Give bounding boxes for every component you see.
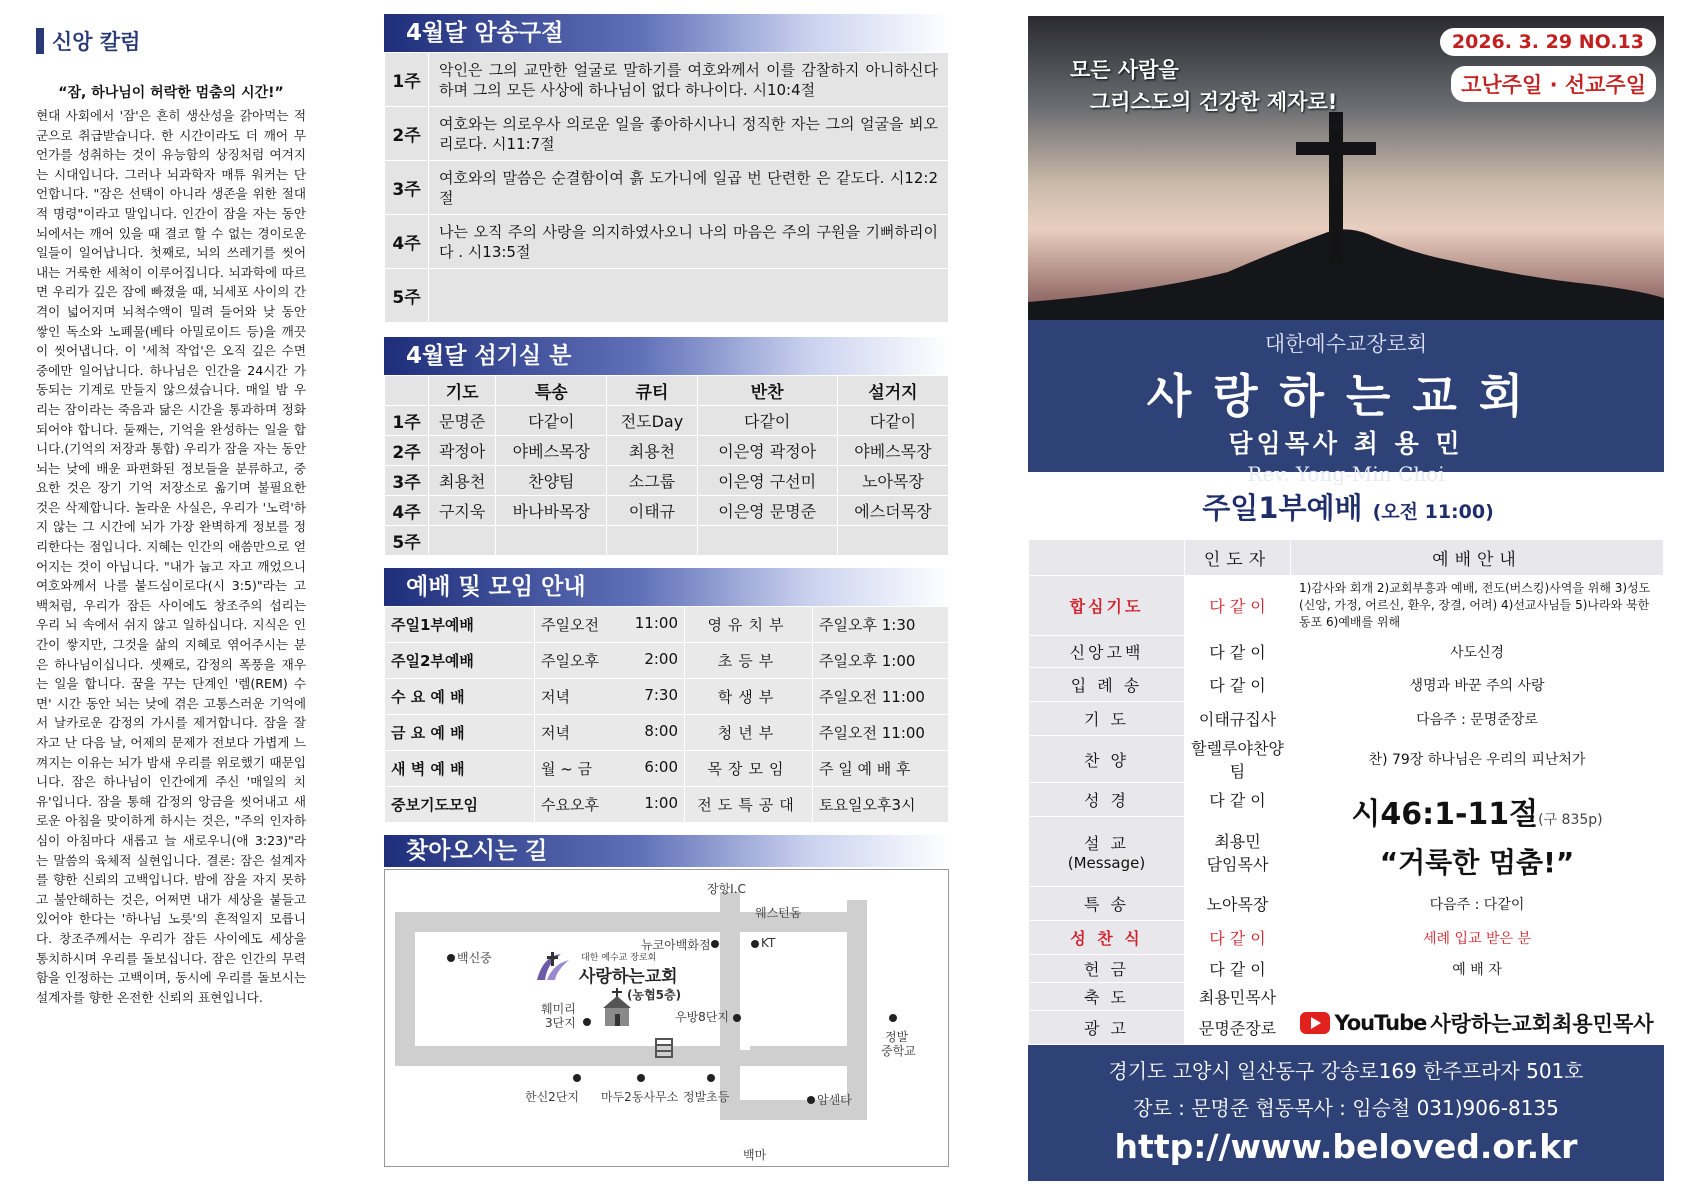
servers-cell: [837, 526, 948, 556]
servers-cell: 다같이: [697, 406, 837, 436]
worship-item-label: [1029, 668, 1185, 702]
service-row: [385, 679, 949, 715]
map-dot: [573, 1074, 581, 1082]
map-label: 백마: [743, 1148, 767, 1162]
map-label: 장항I.C: [707, 882, 746, 896]
department-name: 전도특공대: [685, 787, 813, 823]
worship-item-leader: [1185, 783, 1291, 817]
servers-cell: 이은영 구선미: [697, 466, 837, 496]
service-when: [535, 751, 685, 787]
service-row: [385, 787, 949, 823]
verse-row: [385, 161, 949, 215]
map-label: 웨스턴돔: [755, 906, 802, 920]
servers-row: [385, 436, 949, 466]
map-dot: [447, 954, 455, 962]
worship-leader-text: 다 같 이: [1209, 597, 1266, 616]
worship-order-row: [1029, 702, 1664, 736]
servers-week: 4주: [385, 496, 429, 526]
worship-item-label: [1029, 887, 1185, 921]
sermon-title: “거룩한 멈춤!”: [1379, 846, 1575, 879]
prayer-topics: 1)감사와 회개 2)교회부흥과 예배, 전도(버스킹)사역을 위해 3)성도(신앙, 가정, 어르신, 환우, 장결, 어려) 4)선교사님들 5)나라와 북한동포 6)예배를 위해: [1299, 581, 1651, 629]
church-name: 사랑하는교회: [1146, 369, 1546, 423]
worship-info-text: 세례 입교 받은 분: [1422, 930, 1532, 947]
faith-column-title: 신앙 칼럼: [52, 30, 141, 54]
worship-item-label-text: 찬 양: [1084, 750, 1129, 770]
worship-order-row: [1029, 983, 1664, 1011]
servers-heading: 4월달 섬기실 분: [384, 337, 949, 375]
map-road: [720, 892, 740, 1112]
heading-bar-icon: [36, 28, 44, 54]
worship-item-leader: [1185, 576, 1291, 636]
servers-cell: [496, 526, 607, 556]
department-name: 목장모임: [685, 751, 813, 787]
department-when: 주일오후 1:00: [813, 643, 949, 679]
worship-leader-text: 이태규집사: [1198, 710, 1277, 729]
map-label: 암센타: [817, 1093, 852, 1107]
worship-order-row: [1029, 668, 1664, 702]
map-label: 중학교: [881, 1044, 916, 1058]
servers-cell: 전도Day: [607, 406, 697, 436]
servers-cell: 바나바목장: [496, 496, 607, 526]
church-contact: 장로 : 문명준 협동목사 : 임승철 031)906-8135: [1133, 1096, 1559, 1120]
worship-item-info: [1291, 576, 1664, 636]
servers-cell: [429, 526, 496, 556]
department-when: 주일오전 11:00: [813, 715, 949, 751]
worship-item-leader: [1185, 668, 1291, 702]
servers-cell: 이태규: [607, 496, 697, 526]
servers-cell: 야베스목장: [837, 436, 948, 466]
map-label: 정발: [885, 1030, 909, 1044]
worship-info-text: 생명과 바꾼 주의 사랑: [1409, 677, 1545, 694]
worship-title: [1028, 486, 1668, 527]
worship-leader-text: 할렐루야찬양팀: [1191, 739, 1284, 781]
servers-row: [385, 526, 949, 556]
map-dot: [807, 1096, 815, 1104]
worship-info-text: 찬) 79장 하나님은 우리의 피난처가: [1368, 752, 1586, 768]
servers-column-header: 기도: [429, 376, 496, 406]
servers-column-header: 특송: [496, 376, 607, 406]
map-church-sub: 대한 예수교 장로회: [581, 953, 657, 963]
worship-item-label: [1029, 921, 1185, 955]
verses-table: [384, 52, 949, 323]
service-day: 주일오전: [541, 616, 599, 634]
servers-cell: 이은영 문명준: [697, 496, 837, 526]
worship-item-label-text: 설 교: [1084, 834, 1129, 853]
youtube-channel-name: 사랑하는교회최용민목사: [1430, 1012, 1654, 1036]
servers-week: 2주: [385, 436, 429, 466]
service-when: [535, 607, 685, 643]
hero-line-1: 모든 사람을: [1070, 58, 1179, 82]
map-church-name: 사랑하는교회: [579, 967, 678, 987]
worship-item-info: [1291, 983, 1664, 1045]
worship-item-label-text: 특 송: [1084, 895, 1129, 914]
worship-item-leader: [1185, 955, 1291, 983]
worship-leader-text: 다 같 이: [1209, 676, 1266, 695]
sermon-leader-title: 담임목사: [1206, 854, 1269, 874]
service-row: [385, 607, 949, 643]
service-row: [385, 643, 949, 679]
worship-leader-text: 다 같 이: [1209, 643, 1266, 662]
worship-leader-text: 다 같 이: [1209, 960, 1266, 979]
worship-order-row: [1029, 955, 1664, 983]
worship-order-row: [1029, 636, 1664, 668]
service-day: 저녁: [541, 724, 570, 742]
map-dot: [889, 1014, 897, 1022]
worship-order-row: [1029, 736, 1664, 783]
worship-item-label-text: 성 경: [1084, 791, 1129, 810]
servers-row: [385, 406, 949, 436]
verse-row: [385, 53, 949, 107]
map-label: (농협5층): [627, 988, 682, 1002]
worship-leader-text: 최용민목사: [1198, 988, 1277, 1007]
youtube-link[interactable]: [1300, 1008, 1653, 1038]
worship-leader-text: 다 같 이: [1209, 929, 1266, 948]
servers-cell: 야베스목장: [496, 436, 607, 466]
verse-text: 악인은 그의 교만한 얼굴로 말하기를 여호와께서 이를 감찰하지 아니하신다 하며 그의 모든 사상에 하나님이 없다 하나이다. 시10:4절: [429, 53, 949, 107]
worship-item-label: [1029, 576, 1185, 636]
servers-cell: 구지욱: [429, 496, 496, 526]
worship-leader-text: 노아목장: [1206, 895, 1269, 914]
department-when: 주일오후 1:30: [813, 607, 949, 643]
servers-cell: [607, 526, 697, 556]
map-dot: [733, 1014, 741, 1022]
worship-info-text: 사도신경: [1449, 644, 1505, 661]
church-website-link[interactable]: http://www.beloved.or.kr: [1114, 1127, 1578, 1166]
verse-week: 4주: [385, 215, 429, 269]
worship-item-leader: [1185, 736, 1291, 783]
department-when: 주일오전 11:00: [813, 679, 949, 715]
church-banner: [1028, 320, 1664, 486]
bulletin-cover: [1028, 16, 1668, 1176]
pastor-roman-name: Rev. Yong-Min Choi: [1247, 462, 1445, 486]
worship-item-label: [1029, 983, 1185, 1011]
department-name: 영유치부: [685, 607, 813, 643]
directions-map: [384, 869, 949, 1167]
church-footer: [1028, 1045, 1664, 1181]
worship-time: (오전 11:00): [1372, 501, 1494, 523]
worship-item-info: [1291, 668, 1664, 702]
service-day: 주일오후: [541, 652, 599, 670]
scripture-page: (구 835p): [1538, 812, 1603, 828]
crosswalk-icon: [655, 1038, 673, 1058]
senior-pastor: 담임목사 최 용 민: [1228, 429, 1464, 458]
service-name: 주일1부예배: [385, 607, 535, 643]
worship-item-leader: [1185, 921, 1291, 955]
map-dot: [583, 1018, 591, 1026]
department-when: 토요일오후3시: [813, 787, 949, 823]
worship-item-label: [1029, 702, 1185, 736]
order-header-info: 예배안내: [1291, 540, 1664, 576]
service-name: 새 벽 예 배: [385, 751, 535, 787]
worship-item-label-text: 성 찬 식: [1070, 929, 1143, 948]
verse-week: 3주: [385, 161, 429, 215]
map-label: 정발초등: [683, 1090, 730, 1104]
map-road: [847, 900, 867, 1110]
servers-column-header: [385, 376, 429, 406]
verse-row: [385, 215, 949, 269]
map-label: 마두2동사무소: [601, 1090, 679, 1104]
worship-item-label-text: 합심기도: [1069, 597, 1144, 616]
worship-item-info: [1291, 783, 1664, 887]
scripture-reference: [1291, 789, 1663, 833]
map-gap: [740, 1010, 750, 1050]
map-label: 우방8단지: [675, 1010, 730, 1024]
service-name: 금 요 예 배: [385, 715, 535, 751]
service-time: 8:00: [644, 722, 678, 740]
service-time: 7:30: [644, 686, 678, 704]
map-label: 한신2단지: [525, 1090, 580, 1104]
service-when: [535, 787, 685, 823]
worship-item-info: [1291, 736, 1664, 783]
order-header-leader: 인도자: [1185, 540, 1291, 576]
map-dot: [711, 940, 719, 948]
map-dot: [751, 940, 759, 948]
servers-week: 5주: [385, 526, 429, 556]
servers-week: 1주: [385, 406, 429, 436]
worship-item-info: [1291, 955, 1664, 983]
servers-table: [384, 375, 949, 556]
scripture-ref-text: 시46:1-11절: [1351, 797, 1539, 832]
worship-item-leader: [1185, 636, 1291, 668]
worship-order-table: [1028, 539, 1664, 1045]
servers-cell: 다같이: [837, 406, 948, 436]
worship-item-info: [1291, 636, 1664, 668]
verse-row: [385, 269, 949, 323]
worship-info-text: 다음주 : 다같이: [1429, 896, 1525, 913]
worship-item-label: [1029, 736, 1185, 783]
worship-item-label-text: 신앙고백: [1069, 643, 1144, 662]
worship-item-leader: [1185, 1011, 1291, 1045]
service-row: [385, 715, 949, 751]
essay-body: 현대 사회에서 '잠'은 흔히 생산성을 갉아먹는 적군으로 취급받습니다. 한 시간이라도 더 깨어 무언가를 성취하는 것이 유능함의 상징처럼 여겨지는 시대입니다. 그러나 뇌과학자 매튜 워커는 단언합니다. "잠은 선택이 아니라 생존을 위한 절대적 명령"이라고 말입니다. 인간이 잠을 자는 동안 뇌에서는 깨어 있을 때 결코 할 수 없는 경이로운 일들이 일어납니다. 첫째로, 뇌의 쓰레기를 씻어내는 거룩한 세척이 이루어집니다. 뇌과학에 따르면 우리가 깊은 잠에 빠졌을 때, 뇌세포 사이의 간격이 넓어지며 뇌척수액이 밀려 들어와 낮 동안 쌓인 독소와 노폐물(베타 아밀로이드 등)을 깨끗이 씻어냅니다. 이 '세척 작업'은 오직 깊은 수면 중에만 일어납니다. 하나님은 인간을 24시간 가동되는 기계로 만들지 않으셨습니다. 매일 밤 우리는 잠이라는 죽음과 닮은 시간을 통과하며 정화되어야 합니다. 둘째는, 기억을 완성하는 일을 합니다.(기억의 저장과 통합) 우리가 잠을 자는 동안 뇌는 낮에 배운 파편화된 정보들을 분류하고, 중요한 것은 장기 기억 저장소로 옮기며 불필요한 것은 삭제합니다. 놀라운 사실은, 우리가 '노력'하지 않는 그 시간에 뇌가 가장 완벽하게 정보를 정리한다는 점입니다. 지혜는 인간의 애씀만으로 얻어지는 것이 아닙니다. "내가 눕고 자고 깨었으니 여호와께서 나를 붙드심이로다(시 3:5)"라는 고백처럼, 우리가 잠든 사이에도 창조주의 섭리는 우리 뇌 속에서 쉬지 않고 일하십니다. 지식은 인간이 쌓지만, 그것을 삶의 지혜로 엮어주시는 분은 하나님이십니다. 셋째로, 감정의 폭풍을 재우는 일을 합니다. 꿈을 꾸는 단계인 '렘(REM) 수면' 시간 동안 뇌는 낮에 겪은 고통스러운 기억에서 날카로운 감정의 가시를 제거합니다. 잠을 잘 자고 난 다음 날, 어제의 문제가 전보다 가볍게 느껴지는 이유는 뇌가 밤새 우리를 위로했기 때문입니다. 잠은 하나님이 인간에게 주신 '매일의 치유'입니다. 잠을 통해 감정의 앙금을 씻어내고 새로운 아침을 맞이하게 하시는 것은, "주의 인자하심이 아침마다 새롭고 늘 새로우니(애 3:23)"라는 말씀의 육체적 실현입니다. 결론: 잠은 설계자를 향한 신뢰의 고백입니다. 밤에 잠을 자지 못하고 불안해하는 것은, 어쩌면 내가 세상을 붙들고 있어야 한다는 '하나님 노릇'의 흔적일지 모릅니다. 창조주께서는 우리가 잠든 사이에도 세상을 통치하시며 우리를 돌보십니다. 잠은 인간의 무력함을 인정하는 고백이며, 동시에 우리를 돌보시는 설계자를 향한 온전한 신뢰의 표현입니다.: [36, 108, 306, 1005]
service-time: 11:00: [634, 614, 678, 632]
servers-cell: 최용천: [607, 436, 697, 466]
worship-info-text: 다음주 : 문명준장로: [1416, 711, 1538, 728]
service-when: [535, 643, 685, 679]
servers-column-header: 반찬: [697, 376, 837, 406]
faith-column-heading: [36, 26, 306, 56]
servers-cell: 에스더목장: [837, 496, 948, 526]
servers-cell: 최용천: [429, 466, 496, 496]
worship-leader-text: 최용민: [1214, 831, 1261, 851]
servers-cell: 다같이: [496, 406, 607, 436]
verse-week: 1주: [385, 53, 429, 107]
service-when: [535, 679, 685, 715]
servers-cell: 소그룹: [607, 466, 697, 496]
youtube-icon: [1300, 1012, 1330, 1034]
verse-text: [429, 269, 949, 323]
worship-info-text: 예 배 자: [1452, 961, 1502, 978]
service-name: 중보기도모임: [385, 787, 535, 823]
verse-text: 여호와의 말씀은 순결함이여 흙 도가니에 일곱 번 단련한 은 같도다. 시12:2절: [429, 161, 949, 215]
verse-week: 5주: [385, 269, 429, 323]
worship-order-row: [1029, 783, 1664, 817]
worship-item-label: [1029, 636, 1185, 668]
worship-order-row: [1029, 921, 1664, 955]
map-dot: [637, 1074, 645, 1082]
worship-item-label-text: 축 도: [1084, 988, 1129, 1007]
worship-item-label: [1029, 817, 1185, 887]
schedule-column: [384, 14, 949, 1174]
verse-text: 나는 오직 주의 사랑을 의지하였사오니 나의 마음은 주의 구원을 기뻐하리이다 . 시13:5절: [429, 215, 949, 269]
servers-week: 3주: [385, 466, 429, 496]
worship-title-text: 주일1부예배: [1202, 491, 1363, 525]
denomination: 대한예수교장로회: [1264, 332, 1428, 356]
servers-column-header: 설거지: [837, 376, 948, 406]
map-dot: [707, 1074, 715, 1082]
worship-item-leader: [1185, 887, 1291, 921]
services-heading: 예배 및 모임 안내: [384, 568, 949, 606]
issue-date-badge: 2026. 3. 29 NO.13: [1440, 28, 1656, 56]
service-time: 2:00: [644, 650, 678, 668]
department-name: 초등부: [685, 643, 813, 679]
youtube-wordmark: YouTube: [1334, 1011, 1427, 1035]
worship-item-label-text: 입 례 송: [1070, 676, 1143, 695]
worship-item-leader: [1185, 702, 1291, 736]
hero-banner: [1028, 16, 1664, 320]
service-name: 수 요 예 배: [385, 679, 535, 715]
service-row: [385, 751, 949, 787]
worship-item-info: [1291, 887, 1664, 921]
servers-cell: [697, 526, 837, 556]
servers-row: [385, 496, 949, 526]
map-label: 백신중: [457, 951, 492, 965]
cross-icon: [1296, 112, 1376, 262]
worship-order-row: [1029, 887, 1664, 921]
service-day: 수요오후: [541, 796, 599, 814]
directions-heading: 찾아오시는 길: [384, 835, 949, 867]
servers-row: [385, 466, 949, 496]
map-label: 뉴코아백화점: [641, 938, 711, 952]
map-label: KT: [761, 936, 776, 950]
worship-item-leader: [1185, 817, 1291, 887]
servers-cell: 문명준: [429, 406, 496, 436]
servers-cell: 찬양팀: [496, 466, 607, 496]
worship-item-info: [1291, 921, 1664, 955]
hero-line-2: 그리스도의 건강한 제자로!: [1090, 90, 1338, 114]
map-label: 훼미리: [541, 1002, 576, 1016]
service-name: 주일2부예배: [385, 643, 535, 679]
service-day: 월 ~ 금: [541, 760, 593, 778]
sunday-theme-badge: 고난주일 · 선교주일: [1451, 66, 1656, 102]
map-road: [395, 1046, 861, 1066]
worship-item-leader: [1185, 983, 1291, 1011]
servers-cell: 이은영 곽정아: [697, 436, 837, 466]
department-name: 청년부: [685, 715, 813, 751]
servers-cell: 노아목장: [837, 466, 948, 496]
servers-cell: 곽정아: [429, 436, 496, 466]
map-label: 3단지: [545, 1016, 576, 1030]
order-header-blank: [1029, 540, 1185, 576]
worship-item-label-text: 헌 금: [1084, 960, 1129, 979]
services-table: [384, 606, 949, 823]
verses-heading: 4월달 암송구절: [384, 14, 949, 52]
service-when: [535, 715, 685, 751]
verse-text: 여호와는 의로우사 의로운 일을 좋아하시나니 정직한 자는 그의 얼굴을 뵈오리로다. 시11:7절: [429, 107, 949, 161]
department-name: 학생부: [685, 679, 813, 715]
worship-order-row: [1029, 576, 1664, 636]
church-logo-icon: [533, 950, 573, 984]
church-address: 경기도 고양시 일산동구 강송로169 한주프라자 501호: [1108, 1059, 1584, 1083]
verse-row: [385, 107, 949, 161]
service-time: 6:00: [644, 758, 678, 776]
service-time: 1:00: [644, 794, 678, 812]
worship-item-label: [1029, 955, 1185, 983]
chapel-icon: [597, 988, 641, 1028]
servers-column-header: 큐티: [607, 376, 697, 406]
service-day: 저녁: [541, 688, 570, 706]
faith-column: [36, 26, 306, 1166]
verse-week: 2주: [385, 107, 429, 161]
worship-item-info: [1291, 702, 1664, 736]
worship-item-label-text: 광 고: [1084, 1019, 1129, 1038]
worship-item-label: [1029, 1011, 1185, 1045]
essay-title: “잠, 하나님이 허락한 멈춤의 시간!”: [58, 85, 284, 101]
worship-item-label: [1029, 783, 1185, 817]
sermon-label-en: (Message): [1067, 854, 1146, 872]
worship-leader-text: 문명준장로: [1198, 1019, 1277, 1038]
map-road: [395, 912, 415, 1062]
worship-item-label-text: 기 도: [1084, 710, 1129, 729]
worship-leader-text: 다 같 이: [1209, 791, 1266, 810]
department-when: 주 일 예 배 후: [813, 751, 949, 787]
